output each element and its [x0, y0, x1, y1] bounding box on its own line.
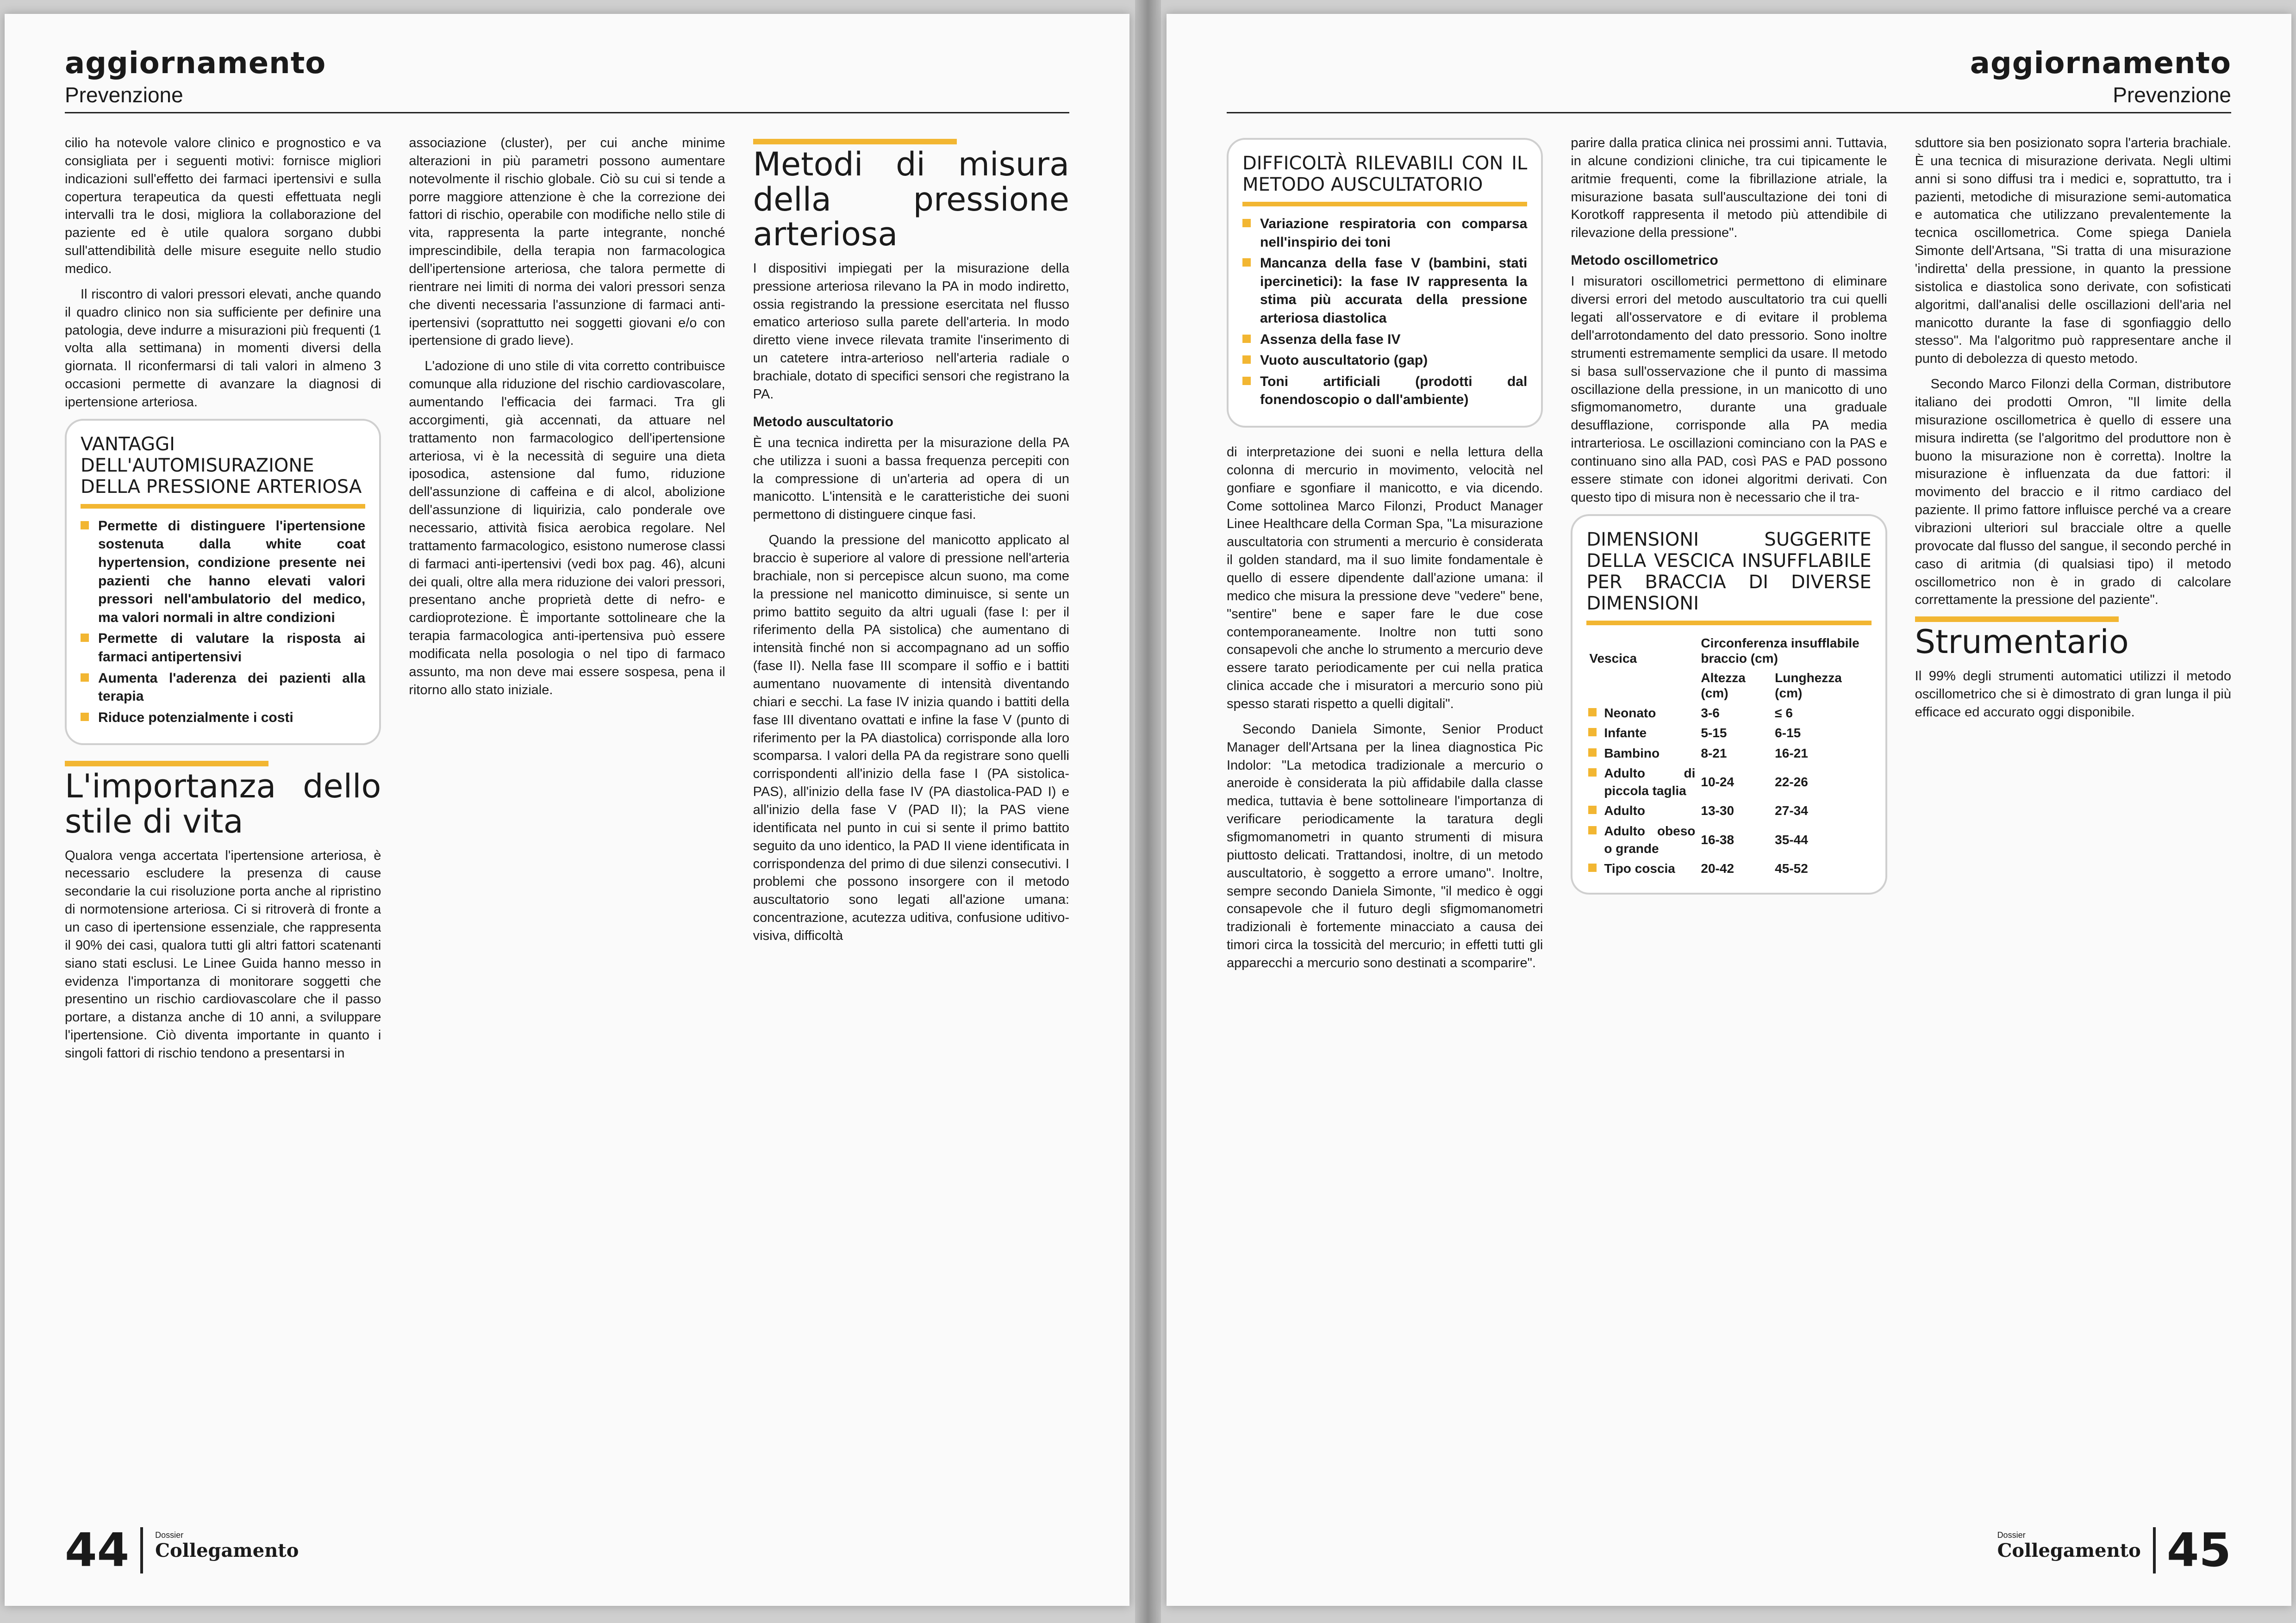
- table-cell-label: Adulto: [1586, 801, 1698, 821]
- paragraph: sduttore sia ben posizionato sopra l'arteria brachiale. È una tecnica di misurazione derivata. Negli ultimi anni si sono diffusi tra i medici e, soprattutto, tra i pazienti, metodiche di misurazione semi-automatica e automatica che utilizzano prevalentemente la tecnica oscillometrica. Come spiega Daniela Simonte dell'Artsana, "Si tratta di una misurazione 'indiretta' della pressione, in quanto la pressione sistolica e diastolica sono derivate, con sofisticati algoritmi, dall'analisi delle oscillazioni dell'aria nel manicotto durante la fase di sgonfiaggio dello stesso". Ma l'algoritmo può rappresentare anche il punto di debolezza di questo metodo.: [1915, 136, 2231, 367]
- table-header-altezza: Altezza (cm): [1701, 670, 1746, 701]
- page-footer: [1997, 1523, 2231, 1577]
- table-row: [1586, 763, 1871, 801]
- box-title: DIFFICOLTÀ RILEVABILI CON IL METODO AUSCULTATORIO: [1242, 153, 1527, 206]
- columns: [65, 134, 1069, 1499]
- table-cell-lunghezza: 16-21: [1775, 746, 1808, 760]
- list-item: Variazione respiratoria con comparsa nell'inspirio dei toni: [1242, 215, 1527, 251]
- table-cell-label: Adulto di piccola taglia: [1586, 763, 1698, 801]
- page-footer: [65, 1523, 299, 1577]
- table-cell-lunghezza: ≤ 6: [1775, 705, 1793, 720]
- list-item: Permette di valutare la risposta ai farmaci antipertensivi: [81, 629, 365, 666]
- paragraph: Secondo Daniela Simonte, Senior Product Manager dell'Artsana per la linea diagnostica Pic Indolor: "La metodica tradizionale a mercurio o aneroide è considerata la più affidabile dalla classe medica, tuttavia è bene sottolineare l'importanza di verificare periodicamente la taratura degli sfigmomanometri in quanto strumenti di misura piuttosto delicati. Trattandosi, inoltre, di un metodo auscultatorio, è soggetto a errore umano". Inoltre, sempre secondo Daniela Simonte, "il medico è oggi consapevole che il futuro degli sfigmomanometri tradizionali è fortemente minacciato a causa dei timori circa la tossicità del mercurio; in effetti tutti gli apparecchi a mercurio sono destinati a scomparire".: [1227, 721, 1543, 970]
- subheading-oscillometrico: Metodo oscillometrico: [1571, 253, 1718, 268]
- table-row: [1586, 801, 1871, 821]
- table-header-vescica: Vescica: [1589, 651, 1637, 666]
- column-1: [65, 134, 381, 1499]
- column-1: [1227, 134, 1543, 1499]
- box-vescica-table: [1571, 514, 1887, 895]
- table-cell-label: Tipo coscia: [1586, 858, 1698, 879]
- table-cell-altezza: 20-42: [1701, 861, 1734, 876]
- table-subheader-row: [1586, 668, 1871, 703]
- table-row: [1586, 858, 1871, 879]
- paragraph: Quando la pressione del manicotto applicato al braccio è superiore al valore di pressione nell'arteria brachiale, non si percepisce alcun suono, ma come la pressione nel manicotto diminuisce, si sente un primo battito seguito da altri uguali (fase I: per il riferimento della PA sistolica) che aumentano di intensità finché non si accompagnano ad un soffio (fase II). Nella fase III scompare il soffio e i battiti aumentano nuovamente di intensità diventando chiari e secchi. La fase IV inizia quando i battiti della fase III diventano ovattati e infine la fase V (punto di riferimento per la PA diastolica) corrisponde alla loro scomparsa. I valori della PA da registrare sono quelli corrispondenti all'inizio della fase I (PA sistolica-PAS), all'inizio della fase IV (PA diastolica-PAD I) e all'inizio della fase V (PAD II); la PAS viene identificata nel punto in cui si sente il primo battito seguito da uno identico, la PAD II viene identificata in corrispondenza del primo di due silenzi consecutivi. I problemi che possono insorgere con il metodo auscultatorio sono legati all'azione umana: concentrazione, acutezza uditiva, confusione uditivo-visiva, difficoltà: [753, 533, 1069, 944]
- table-cell-altezza: 13-30: [1701, 803, 1734, 818]
- gutter: [1135, 0, 1161, 1623]
- paragraph: Il 99% degli strumenti automatici utilizzi il metodo oscillometrico che si è dimostrato di gran lunga il più efficace ed accurato oggi disponibile.: [1915, 668, 2231, 720]
- column-2: [1571, 134, 1887, 1499]
- table-cell-label: Adulto obeso o grande: [1586, 821, 1698, 858]
- box-list: [1242, 215, 1527, 409]
- table-cell-lunghezza: 35-44: [1775, 832, 1808, 847]
- table-row: [1586, 723, 1871, 743]
- column-2: [409, 134, 725, 1499]
- list-item: Mancanza della fase V (bambini, stati ipercinetici): la fase IV rappresenta la stima più accurata della pressione arteriosa diastolica: [1242, 254, 1527, 327]
- header-rule: [1227, 112, 2231, 113]
- vescica-table: [1586, 634, 1871, 879]
- section-title-stile-di-vita: L'importanza dello stile di vita: [65, 761, 381, 839]
- column-3: [1915, 134, 2231, 1499]
- column-3: [753, 134, 1069, 1499]
- paragraph: L'adozione di uno stile di vita corretto contribuisce comunque alla riduzione del rischio cardiovascolare, aumentando l'efficacia dei farmaci. Tra gli accorgimenti, già accennati, da attuare nel trattamento non farmacologico dell'ipertensione arteriosa, vi è la necessità di seguire una dieta iposodica, astensione dal fumo, riduzione dell'assunzione di caffeina e di alcol, abolizione dell'assunzione di liquirizia, calo ponderale ove necessario, attività fisica aerobica regolare. Nel trattamento farmacologico, esistono numerose classi di farmaci anti-ipertensivi (vedi box pag. 46), alcuni dei quali, oltre alla mera riduzione dei valori pressori, presentano anche proprietà dette di nefro- e cardioprotezione. È importante sottolineare che la terapia farmacologica anti-ipertensiva può essere modificata nella posologia o nel tipo di farmaco assunto, ma non deve mai essere sospesa, pena il ritorno allo stato iniziale.: [409, 359, 725, 697]
- box-title: DIMENSIONI SUGGERITE DELLA VESCICA INSUFFLABILE PER BRACCIA DI DIVERSE DIMENSIONI: [1586, 529, 1871, 625]
- table-cell-lunghezza: 6-15: [1775, 726, 1801, 740]
- box-title: VANTAGGI DELL'AUTOMISURAZIONE DELLA PRESSIONE ARTERIOSA: [81, 434, 365, 509]
- page-number: 44: [65, 1527, 143, 1573]
- table-row: [1586, 821, 1871, 858]
- table-cell-lunghezza: 45-52: [1775, 861, 1808, 876]
- subheading-auscultatorio: Metodo auscultatorio: [753, 414, 893, 429]
- paragraph: È una tecnica indiretta per la misurazione della PA che utilizza i suoni a bassa frequenza percepiti con la compressione di un'arteria ad opera di un manicotto. L'intensità e le caratteristiche dei suoni permettono di distinguere cinque fasi.: [753, 435, 1069, 522]
- table-header-row: [1586, 634, 1871, 668]
- rubric: [65, 46, 326, 107]
- table-cell-altezza: 10-24: [1701, 775, 1734, 790]
- paragraph: Qualora venga accertata l'ipertensione arteriosa, è necessario escludere la presenza di cause secondarie la cui risoluzione porta anche al ripristino di normotensione arteriosa. Ci si ritroverà di fronte a un caso di ipertensione essenziale, che rappresenta il 90% dei casi, qualora tutti gli altri fattori scatenanti siano stati esclusi. Le Linee Guida hanno messo in evidenza l'importanza di monitorare soggetti che presentino un rischio cardiovascolare che il passo portare, a distanza anche di 10 anni, a sviluppare l'ipertensione. Ciò diventa importante in quanto i singoli fattori di rischio tendono a presentarsi in: [65, 848, 381, 1061]
- paragraph: cilio ha notevole valore clinico e prognostico e va consigliata per i seguenti motivi: fornisce migliori indicazioni sull'effetto dei farmaci ipertensivi e sulla copertura terapeutica da questi effettuata negli intervalli tra le dosi, migliora la collaborazione del paziente ed è utile qualora sorgano dubbi sull'attendibilità delle misure eseguite nello studio medico.: [65, 136, 381, 277]
- paragraph: I dispositivi impiegati per la misurazione della pressione arteriosa rilevano la PA in modo indiretto, ossia registrando la pressione esercitata nel flusso ematico arterioso sulla parete dell'arteria. In modo diretto viene invece rilevata tramite l'inserimento di un catetere intra-arterioso nell'arteria radiale o brachiale, dotato di specifici sensori che registrano la PA.: [753, 261, 1069, 402]
- table-cell-lunghezza: 22-26: [1775, 775, 1808, 790]
- rubric-section: Prevenzione: [2113, 83, 2231, 107]
- rubric-section: Prevenzione: [65, 83, 183, 107]
- paragraph: di interpretazione dei suoni e nella lettura della colonna di mercurio in movimento, velocità nel gonfiare e sgonfiare il manicotto, e via dicendo. Come sottolinea Marco Filonzi, Product Manager Linee Healthcare della Corman Spa, "La misurazione auscultatoria con strumenti a mercurio è considerata il golden standard, ma il suo limite fondamentale è quello di essere dipendente dall'azione umana: il medico che misura la pressione deve "vedere" bene, "sentire" bene e saper fare le due cose contemporaneamente. Inoltre non tutti sono consapevoli che anche lo strumento a mercurio deve essere tarato periodicamente per cui nella pratica clinica accade che i misuratori a mercurio sono più spesso starati rispetto a quelli digitali".: [1227, 444, 1543, 711]
- paragraph: I misuratori oscillometrici permettono di eliminare diversi errori del metodo auscultatorio tra cui quelli legati all'osservatore e di evitare il problema dell'arrotondamento del dato pressorio. Sono inoltre strumenti estremamente semplici da usare. Il metodo si basa sull'osservazione che il punto di massima oscillazione della pressione, in un manicotto di uno sfigmomanometro, durante una graduale desufflazione, corrisponde alla PA media intrarteriosa. Le oscillazioni cominciano con la PAS e continuano sino alla PAD, così PAS e PAD possono essere stimate con idonei algoritmi derivati. Con questo tipo di misura non è necessario che il tra-: [1571, 274, 1887, 505]
- table-cell-altezza: 3-6: [1701, 705, 1720, 720]
- table-cell-altezza: 8-21: [1701, 746, 1727, 760]
- box-vantaggi: [65, 419, 381, 746]
- list-item: Vuoto auscultatorio (gap): [1242, 351, 1527, 370]
- table-row: [1586, 743, 1871, 764]
- table-cell-lunghezza: 27-34: [1775, 803, 1808, 818]
- page-44: [5, 14, 1129, 1606]
- rubric-brand: aggiornamento: [65, 46, 326, 81]
- page-45: [1167, 14, 2291, 1606]
- publication-small: Dossier: [155, 1530, 184, 1540]
- table-cell-label: Neonato: [1586, 703, 1698, 723]
- box-list: [81, 517, 365, 727]
- table-header-empty: [1586, 668, 1698, 703]
- paragraph: associazione (cluster), per cui anche minime alterazioni in più parametri possono aumentare notevolmente il rischio globale. Ciò su cui si tende a porre maggiore attenzione è che la correzione dei fattori di rischio, operabile con modifiche nello stile di vita, rappresenta la parte integrante, nonché imprescindibile, della terapia non farmacologica dell'ipertensione arteriosa, che talora permette di rientrare nei limiti di norma dei valori pressori senza che diventi necessaria l'assunzione di farmaci anti-ipertensivi (soprattutto nei soggetti giovani e/o con ipertensione di grado lieve).: [409, 136, 725, 348]
- table-header-lunghezza: Lunghezza (cm): [1775, 670, 1842, 701]
- publication-name: Collegamento: [1997, 1539, 2141, 1561]
- paragraph: Secondo Marco Filonzi della Corman, distributore italiano dei prodotti Omron, "Il limite della misurazione oscillometrica è quello di essere una misura indiretta (se l'algoritmo del produttore non è buono la misurazione non è corretta). Inoltre la misurazione è influenzata da due fattori: il movimento del braccio e il ritmo cardiaco del paziente. Il primo fattore influisce perché va a creare vibrazioni ulteriori sul bracciale oltre a quelle provocate dal flusso del sangue, il secondo perché in caso di aritmia (di qualsiasi tipo) il metodo oscillometrico non è in grado di calcolare correttamente la pressione del paziente".: [1915, 377, 2231, 608]
- table-cell-altezza: 5-15: [1701, 726, 1727, 740]
- paragraph: Il riscontro di valori pressori elevati, anche quando il quadro clinico non sia sufficiente per definire una patologia, deve indurre a misurazioni più frequenti (1 volta alla settimana) in momenti diversi della giornata. Il riconfermarsi di tali valori in almeno 3 occasioni permette di avanzare la diagnosi di ipertensione arteriosa.: [65, 286, 381, 410]
- list-item: Toni artificiali (prodotti dal fonendoscopio o dall'ambiente): [1242, 373, 1527, 409]
- page-number: 45: [2153, 1527, 2231, 1573]
- publication-logo: [1997, 1530, 2141, 1561]
- box-difficolta: [1227, 138, 1543, 428]
- rubric-brand: aggiornamento: [1970, 46, 2231, 81]
- header-rule: [65, 112, 1069, 113]
- columns: [1227, 134, 2231, 1499]
- table-cell-label: Bambino: [1586, 743, 1698, 764]
- table-cell-altezza: 16-38: [1701, 832, 1734, 847]
- table-row: [1586, 703, 1871, 723]
- list-item: Aumenta l'aderenza dei pazienti alla terapia: [81, 669, 365, 706]
- section-title-metodi-di-misura: Metodi di misura della pressione arteriosa: [753, 139, 1069, 252]
- list-item: Assenza della fase IV: [1242, 330, 1527, 349]
- section-title-strumentario: Strumentario: [1915, 616, 2231, 660]
- rubric: [1970, 46, 2231, 107]
- table-header-circonferenza: Circonferenza insufflabile braccio (cm): [1701, 635, 1859, 666]
- list-item: Riduce potenzialmente i costi: [81, 709, 365, 727]
- publication-small: Dossier: [1997, 1530, 2026, 1540]
- paragraph: parire dalla pratica clinica nei prossimi anni. Tuttavia, in alcune condizioni cliniche, tra cui tipicamente le aritmie frequenti, come la fibrillazione atriale, la misurazione basata sull'auscultazione dei toni di Korotkoff rappresenta il metodo più attendibile di rilevazione della pressione".: [1571, 136, 1887, 241]
- publication-logo: [155, 1530, 299, 1561]
- list-item: Permette di distinguere l'ipertensione sostenuta dalla white coat hypertension, condizione presente nei pazienti che hanno elevati valori pressori nell'ambulatorio del medico, ma valori normali in altre condizioni: [81, 517, 365, 627]
- publication-name: Collegamento: [155, 1539, 299, 1561]
- table-cell-label: Infante: [1586, 723, 1698, 743]
